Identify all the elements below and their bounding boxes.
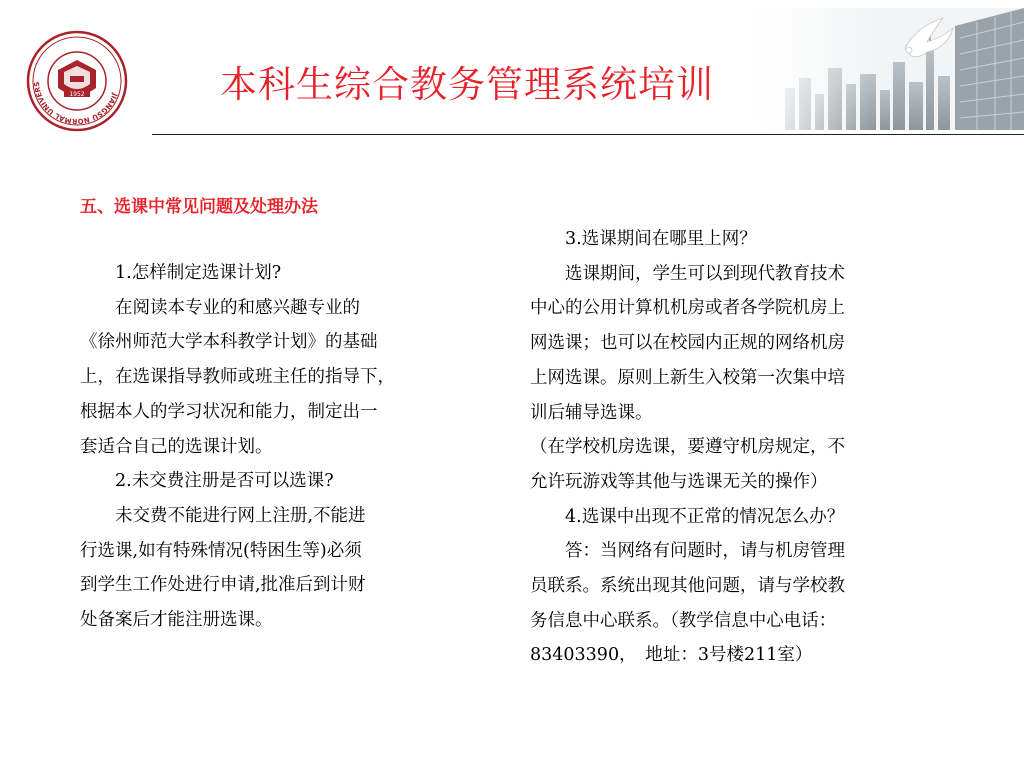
text-line: 处备案后才能注册选课。 — [80, 610, 273, 631]
city-skyline-icon — [755, 8, 1024, 130]
text-line: 务信息中心联系。（教学信息中心电话： — [530, 610, 837, 631]
text-line: 训后辅导选课。 — [530, 402, 653, 423]
university-logo — [26, 30, 128, 132]
text-line: 2.未交费注册是否可以选课? — [80, 471, 334, 492]
text-line: 套适合自己的选课计划。 — [80, 436, 273, 457]
text-line: 允许玩游戏等其他与选课无关的操作） — [530, 471, 828, 492]
section-heading: 五、选课中常见问题及处理办法 — [80, 197, 318, 217]
text-line: 根据本人的学习状况和能力，制定出一 — [80, 401, 378, 422]
text-line: 员联系。系统出现其他问题，请与学校教 — [530, 576, 845, 597]
text-line: 选课期间，学生可以到现代教育技术 — [530, 263, 845, 284]
text-line: 1.怎样制定选课计划? — [80, 263, 282, 283]
header-divider — [152, 134, 1024, 135]
text-line: 《徐州师范大学本科教学计划》的基础 — [80, 332, 378, 353]
text-line: 到学生工作处进行申请,批准后到计财 — [80, 575, 366, 596]
text-line: 4.选课中出现不正常的情况怎么办？ — [530, 506, 845, 527]
logo-year-text: 1952 — [69, 91, 85, 98]
text-line: 未交费不能进行网上注册,不能进 — [80, 505, 366, 526]
text-line: 83403390， 地址：3号楼211室） — [530, 645, 813, 666]
text-line: 中心的公用计算机机房或者各学院机房上 — [530, 298, 845, 319]
text-line: 上网选课。原则上新生入校第一次集中培 — [530, 367, 845, 388]
right-column — [530, 222, 950, 673]
text-line: 在阅读本专业的和感兴趣专业的 — [80, 297, 360, 318]
text-line: 网选课；也可以在校园内正规的网络机房 — [530, 333, 845, 354]
left-column — [80, 256, 480, 638]
text-line: 答：当网络有问题时，请与机房管理 — [530, 541, 845, 562]
text-line: 3.选课期间在哪里上网？ — [530, 229, 757, 249]
text-line: （在学校机房选课，要遵守机房规定，不 — [530, 437, 845, 458]
page-title: 本科生综合教务管理系统培训 — [220, 63, 714, 106]
logo-name-text: JIANGSU NORMAL UNIVERS — [32, 81, 119, 126]
skyline-banner — [755, 8, 1024, 130]
university-seal-icon — [26, 30, 128, 132]
text-line: 上，在选课指导教师或班主任的指导下， — [80, 367, 395, 388]
text-line: 行选课,如有特殊情况(特困生等)必须 — [80, 540, 362, 561]
